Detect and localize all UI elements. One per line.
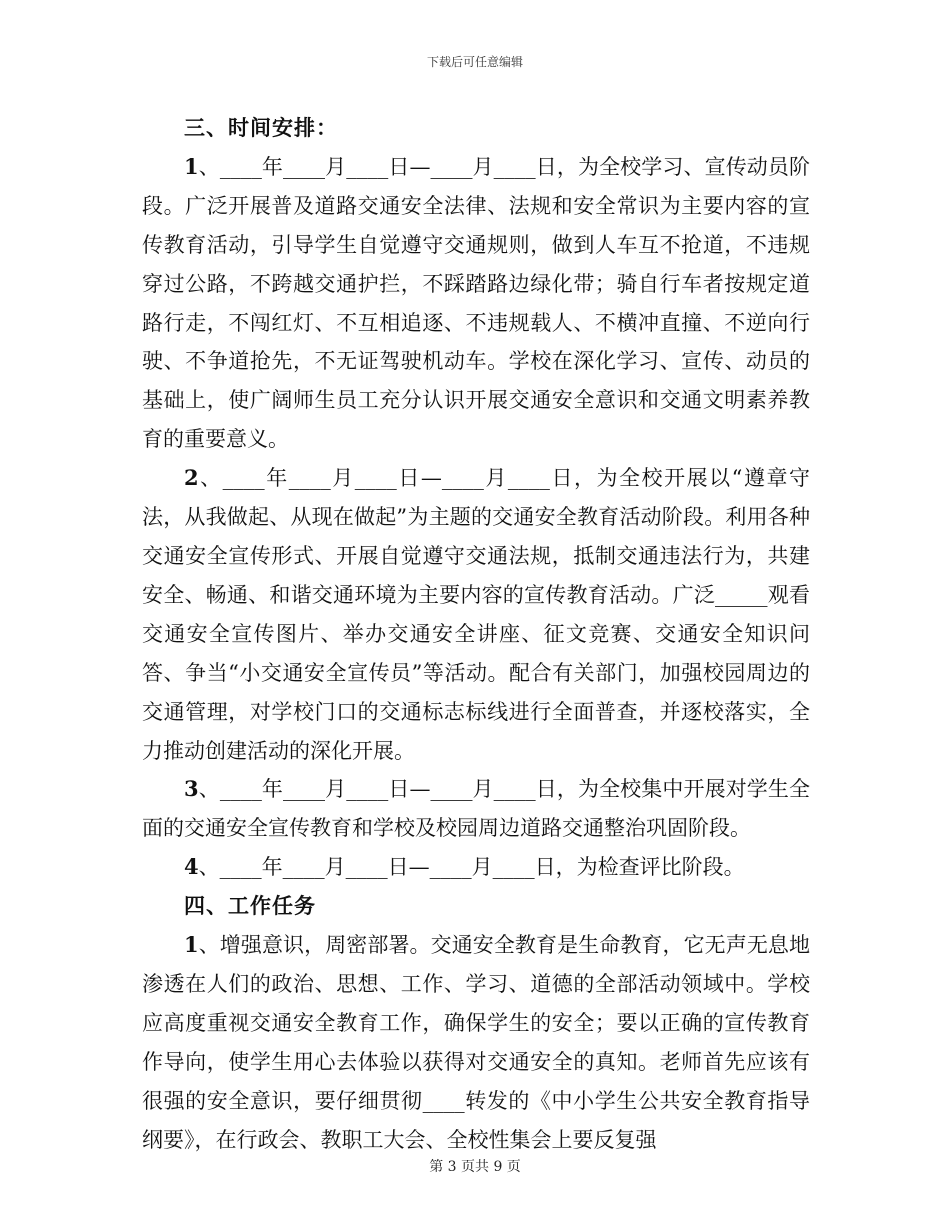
page-header: 下载后可任意编辑: [426, 55, 523, 69]
document-body: [142, 109, 810, 1159]
paragraph-text: 、____年____月____日—____月____日，为全校集中开展对学生全面的交通安全宣传教育和学校及校园周边道路交通整治巩固阶段。: [142, 777, 810, 841]
section-heading-tasks: 四、工作任务: [184, 893, 316, 919]
paragraph-number: 1: [184, 932, 199, 958]
paragraph-4: [142, 848, 810, 887]
paragraph-number: 4: [184, 854, 199, 880]
paragraph-number: 3: [184, 776, 199, 802]
paragraph-text: 、____年____月____日—____月____日，为全校开展以“遵章守法，从我做起、从现在做起”为主题的交通安全教育活动阶段。利用各种交通安全宣传形式、开展自觉遵守交通法规，抵制交通违法行为，共建安全、畅通、和谐交通环境为主要内容的宣传教育活动。广泛_____观看交通安全宣传图片、举办交通安全讲座、征文竞赛、交通安全知识问答、争当“小交通安全宣传员”等活动。配合有关部门，加强校园周边的交通管理，对学校门口的交通标志标线进行全面普查，并逐校落实，全力推动创建活动的深化开展。: [142, 466, 810, 763]
paragraph-text: 、增强意识，周密部署。交通安全教育是生命教育，它无声无息地渗透在人们的政治、思想、工作、学习、道德的全部活动领域中。学校应高度重视交通安全教育工作，确保学生的安全；要以正确的宣传教育作导向，使学生用心去体验以获得对交通安全的真知。老师首先应该有很强的安全意识，要仔细贯彻____转发的《中小学生公共安全教育指导纲要》，在行政会、教职工大会、全校性集会上要反复强: [142, 933, 810, 1152]
paragraph-3: [142, 770, 810, 848]
paragraph-text: 、____年____月____日—____月____日，为检查评比阶段。: [198, 855, 745, 880]
paragraph-number: 1: [184, 153, 199, 179]
paragraph-text: 、____年____月____日—____月____日，为全校学习、宣传动员阶段。广泛开展普及道路交通安全法律、法规和安全常识为主要内容的宣传教育活动，引导学生自觉遵守交通规则，做到人车互不抢道，不违规穿过公路，不跨越交通护拦，不踩踏路边绿化带；骑自行车者按规定道路行走，不闯红灯、不互相追逐、不违规载人、不横冲直撞、不逆向行驶、不争道抢先，不无证驾驶机动车。学校在深化学习、宣传、动员的基础上，使广阔师生员工充分认识开展交通安全意识和交通文明素养教育的重要意义。: [142, 154, 810, 452]
paragraph-5: [142, 926, 810, 1159]
paragraph-1: [142, 148, 810, 459]
paragraph-number: 2: [184, 465, 199, 491]
page-footer: 第 3 页共 9 页: [429, 1159, 521, 1175]
section-heading-schedule: 三、时间安排：: [184, 115, 338, 140]
paragraph-2: [142, 459, 810, 770]
